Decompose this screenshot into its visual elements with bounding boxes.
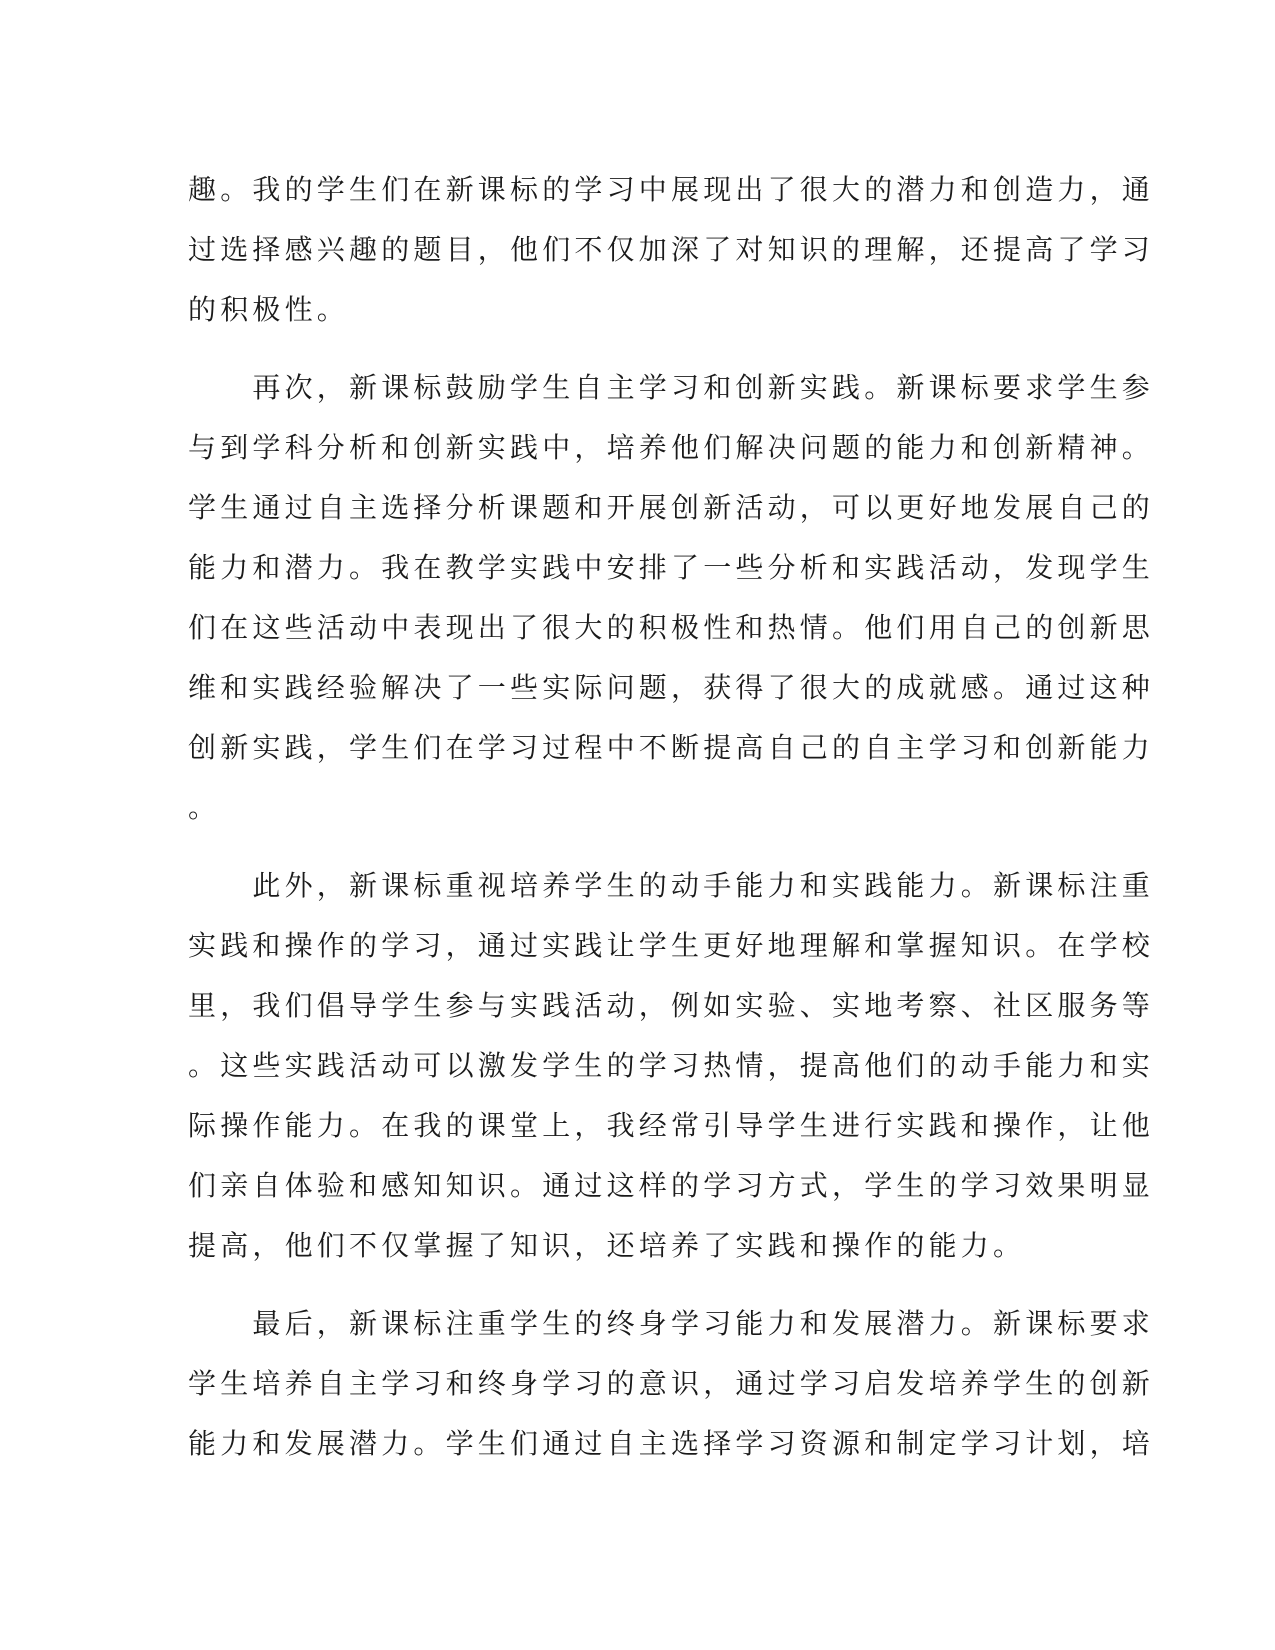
text-line: 与到学科分析和创新实践中，培养他们解决问题的能力和创新精神。	[188, 431, 1155, 464]
text-line: 学生通过自主选择分析课题和开展创新活动，可以更好地发展自己的	[188, 491, 1155, 524]
text-line: 。	[188, 791, 221, 824]
text-line: 再次，新课标鼓励学生自主学习和创新实践。新课标要求学生参	[188, 371, 1155, 404]
text-line: 的积极性。	[188, 293, 350, 326]
paragraph-gap	[188, 1276, 1068, 1294]
text-line: 际操作能力。在我的课堂上，我经常引导学生进行实践和操作，让他	[188, 1109, 1155, 1142]
text-line: 们亲自体验和感知知识。通过这样的学习方式，学生的学习效果明显	[188, 1169, 1155, 1202]
text-line: 过选择感兴趣的题目，他们不仅加深了对知识的理解，还提高了学习	[188, 233, 1155, 266]
paragraph-gap	[188, 838, 1068, 856]
text-line: 创新实践，学生们在学习过程中不断提高自己的自主学习和创新能力	[188, 731, 1155, 764]
text-line: 实践和操作的学习，通过实践让学生更好地理解和掌握知识。在学校	[188, 929, 1155, 962]
paragraph-gap	[188, 340, 1068, 358]
text-line: 维和实践经验解决了一些实际问题，获得了很大的成就感。通过这种	[188, 671, 1155, 704]
text-line: 们在这些活动中表现出了很大的积极性和热情。他们用自己的创新思	[188, 611, 1155, 644]
body-text	[188, 160, 1155, 1474]
text-line: 能力和发展潜力。学生们通过自主选择学习资源和制定学习计划，培	[188, 1427, 1155, 1460]
text-line: 。这些实践活动可以激发学生的学习热情，提高他们的动手能力和实	[188, 1049, 1155, 1082]
text-line: 趣。我的学生们在新课标的学习中展现出了很大的潜力和创造力，通	[188, 173, 1155, 206]
text-line: 学生培养自主学习和终身学习的意识，通过学习启发培养学生的创新	[188, 1367, 1155, 1400]
text-line: 最后，新课标注重学生的终身学习能力和发展潜力。新课标要求	[188, 1307, 1155, 1340]
text-line: 里，我们倡导学生参与实践活动，例如实验、实地考察、社区服务等	[188, 989, 1155, 1022]
text-line: 提高，他们不仅掌握了知识，还培养了实践和操作的能力。	[188, 1229, 1026, 1262]
text-line: 能力和潜力。我在教学实践中安排了一些分析和实践活动，发现学生	[188, 551, 1155, 584]
text-line: 此外，新课标重视培养学生的动手能力和实践能力。新课标注重	[188, 869, 1155, 902]
